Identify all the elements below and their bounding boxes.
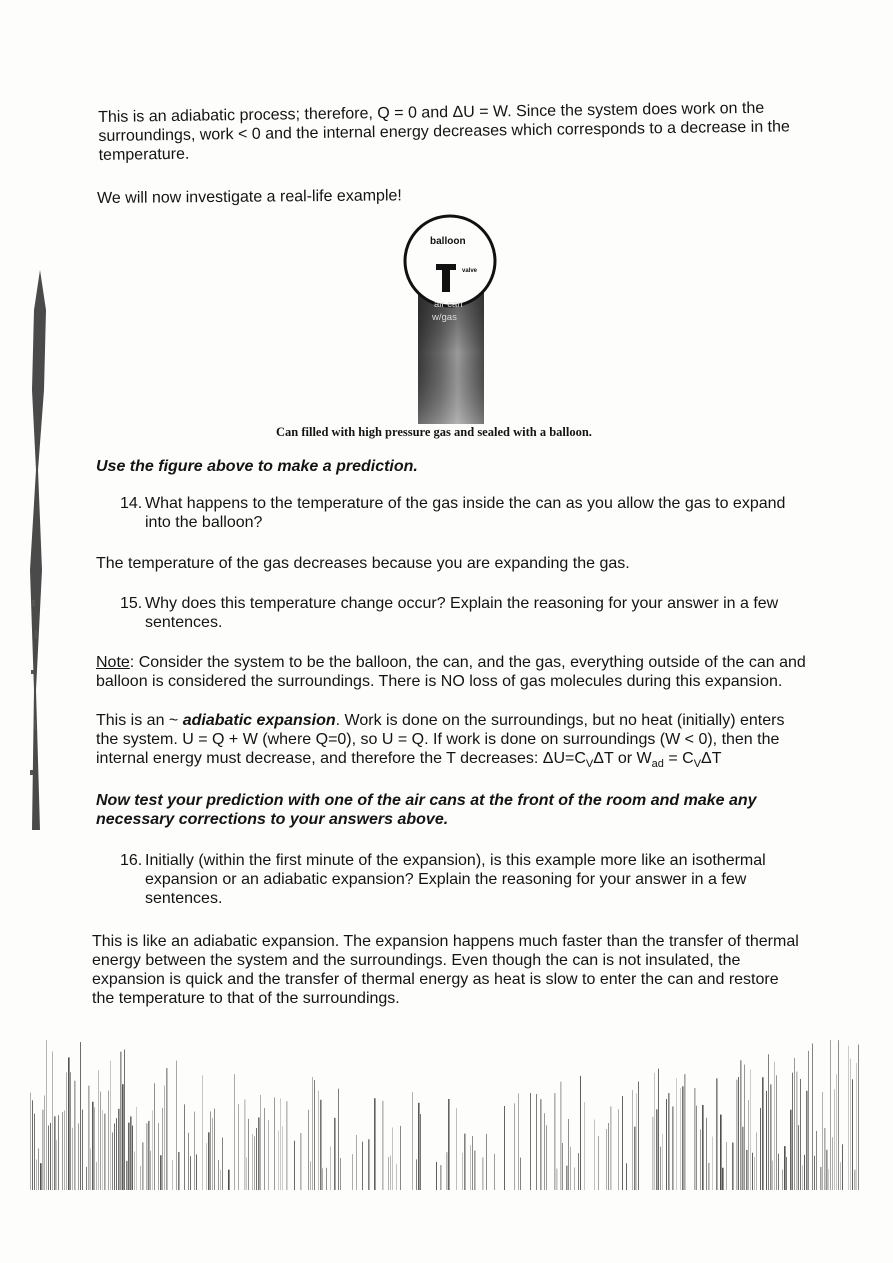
intro-line-1: This is an adiabatic process; therefore, Q = 0 and ΔU = W. Since the system does work on the: [98, 99, 765, 126]
intro-line-3: temperature.: [98, 145, 190, 164]
test-heading-line-1: Now test your prediction with one of the air cans at the front of the room and make any: [96, 792, 757, 809]
answer-15-line-1: . Work is done on the surroundings, but no heat (initially) enters: [335, 712, 785, 729]
answer-16-line-4: the temperature to that of the surroundings.: [92, 990, 400, 1007]
question-16-number: 16.: [120, 852, 143, 869]
answer-15-line-3: internal energy must decrease, and therefore the T decreases: $\Delta U=C_V\Delta T$ or $W_{ad} = C_V\Delta T$: [96, 750, 722, 771]
question-14-number: 14.: [120, 495, 143, 512]
answer-15-emphasis: adiabatic expansion: [182, 712, 336, 729]
can-label-2: w/gas: [432, 312, 457, 323]
answer-16-line-1: This is like an adiabatic expansion. The expansion happens much faster than the transfer of thermal: [92, 933, 799, 950]
scan-noise-band: [30, 1040, 860, 1190]
question-14-line-2: into the balloon?: [145, 514, 263, 531]
note-line-1: : Consider the system to be the balloon, the can, and the gas, everything outside of the can and: [129, 654, 806, 671]
test-heading: [96, 791, 856, 829]
question-15-line-2: sentences.: [145, 614, 223, 631]
question-16-line-1: Initially (within the first minute of the expansion), is this example more like an isothermal: [145, 852, 766, 869]
scan-edge-streak: [26, 270, 48, 830]
question-14: [120, 494, 840, 532]
lead-in-text: We will now investigate a real-life example!: [97, 187, 402, 207]
note-paragraph: [96, 653, 856, 691]
test-heading-line-2: necessary corrections to your answers above.: [96, 811, 449, 828]
note-line-2: balloon is considered the surroundings. There is NO loss of gas molecules during this expansion.: [96, 673, 783, 690]
answer-16-line-2: energy between the system and the surroundings. Even though the can is not insulated, the: [92, 952, 741, 969]
intro-line-2: surroundings, work < 0 and the internal energy decreases which corresponds to a decrease in the: [98, 118, 790, 145]
prediction-heading: Use the figure above to make a prediction.: [96, 458, 418, 475]
answer-16-line-3: expansion is quick and the transfer of thermal energy as heat is slow to enter the can and restore: [92, 971, 779, 988]
balloon: [405, 216, 495, 306]
question-16: [120, 851, 840, 908]
question-15-line-1: Why does this temperature change occur? Explain the reasoning for your answer in a few: [145, 595, 779, 612]
valve-label: valve: [462, 268, 478, 274]
answer-16: [92, 932, 862, 1008]
question-15-number: 15.: [120, 595, 143, 612]
question-16-line-3: sentences.: [145, 890, 223, 907]
can-balloon-figure: [398, 214, 508, 426]
answer-14: The temperature of the gas decreases because you are expanding the gas.: [96, 555, 630, 572]
answer-15-line-2: the system. U = Q + W (where Q=0), so U = Q. If work is done on surroundings (W < 0), then the: [96, 731, 780, 748]
question-14-line-1: What happens to the temperature of the gas inside the can as you allow the gas to expand: [145, 495, 786, 512]
note-label: Note: [96, 654, 130, 671]
question-15: [120, 594, 840, 632]
question-16-line-2: expansion or an adiabatic expansion? Explain the reasoning for your answer in a few: [145, 871, 747, 888]
answer-15: [96, 711, 856, 774]
balloon-label: balloon: [430, 236, 466, 247]
answer-15-prefix: This is an ~: [96, 712, 183, 729]
can-label-1: air can: [434, 299, 463, 310]
intro-paragraph: [98, 98, 829, 165]
figure-caption: Can filled with high pressure gas and sealed with a balloon.: [276, 425, 592, 439]
